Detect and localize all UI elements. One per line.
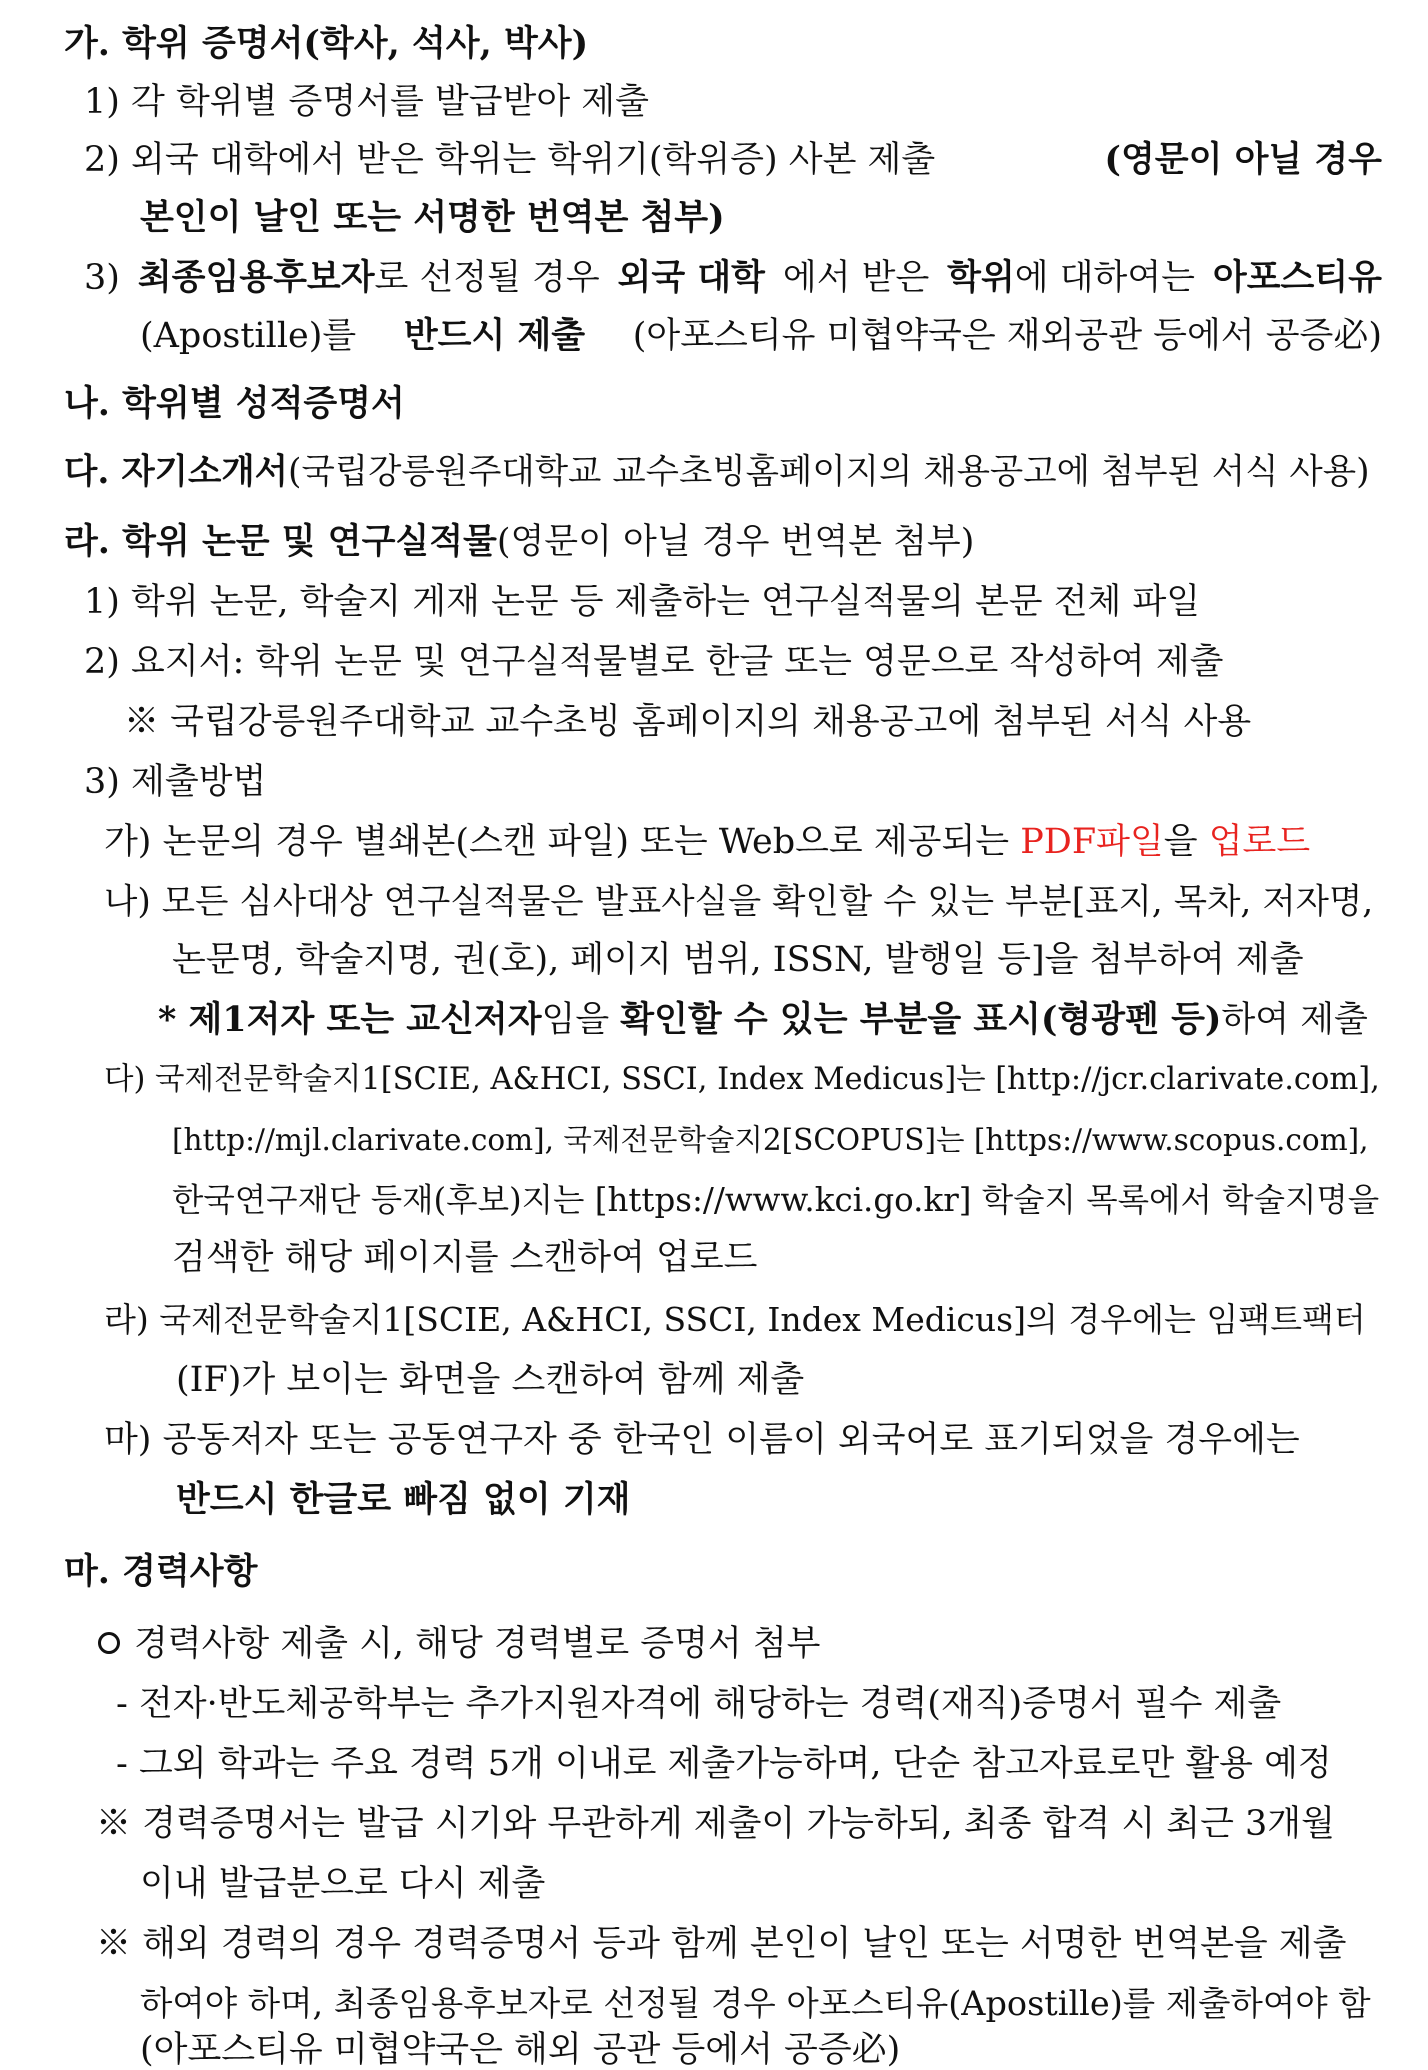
section-ma-heading: 마. 경력사항 — [64, 1551, 258, 1592]
career-note-2-line-3: (아포스티유 미협약국은 해외 공관 등에서 공증必) — [140, 2030, 901, 2070]
item-2-bold: (영문이 아닐 경우 — [1104, 139, 1382, 180]
career-note-1-line-2: 이내 발급분으로 다시 제출 — [140, 1864, 546, 1904]
career-dash-1: - 전자·반도체공학부는 추가지원자격에 해당하는 경력(재직)증명서 필수 제출 — [116, 1684, 1282, 1724]
notarization-text: (아포스티유 미협약국은 재외공관 등에서 공증必) — [632, 316, 1382, 356]
method-ra-line-1: 라) 국제전문학술지1[SCIE, A&HCI, SSCI, Index Medicus]의 경우에는 임팩트팩터 — [104, 1300, 1366, 1339]
section-ra-title: 라. 학위 논문 및 연구실적물 — [64, 521, 497, 562]
method-na-note — [158, 996, 1382, 1044]
career-bullet-text: 경력사항 제출 시, 해당 경력별로 증명서 첨부 — [134, 1624, 821, 1664]
first-author-bold: * 제1저자 또는 교신저자 — [158, 999, 542, 1040]
section-ga-item-1: 1) 각 학위별 증명서를 발급받아 제출 — [84, 82, 649, 122]
career-note-1-line-1: ※ 경력증명서는 발급 시기와 무관하게 제출이 가능하되, 최종 합격 시 최근 3개월 — [96, 1804, 1335, 1844]
item-2-text: 2) 외국 대학에서 받은 학위는 학위기(학위증) 사본 제출 — [84, 140, 936, 180]
method-ra-line-2: (IF)가 보이는 화면을 스캔하여 함께 제출 — [176, 1360, 805, 1400]
career-bullet — [98, 1620, 1382, 1668]
method-ma-line-2: 반드시 한글로 빠짐 없이 기재 — [176, 1479, 631, 1520]
note-text: 임을 — [541, 1000, 610, 1040]
section-ra-item-2: 2) 요지서: 학위 논문 및 연구실적물별로 한글 또는 영문으로 작성하여 제출 — [84, 642, 1224, 682]
method-ga — [104, 818, 1382, 866]
method-na-line-2: 논문명, 학술지명, 권(호), 페이지 범위, ISSN, 발행일 등]을 첨부하여 제출 — [172, 940, 1304, 980]
method-na-line-1: 나) 모든 심사대상 연구실적물은 발표사실을 확인할 수 있는 부분[표지, 목차, 저자명, — [104, 882, 1374, 922]
section-na-heading: 나. 학위별 성적증명서 — [64, 383, 405, 424]
item-3-text: 에서 받은 — [782, 258, 930, 298]
career-note-2-line-1: ※ 해외 경력의 경우 경력증명서 등과 함께 본인이 날인 또는 서명한 번역본을 제출 — [96, 1924, 1347, 1964]
section-da-heading — [64, 448, 1382, 496]
career-note-2-line-2: 하여야 하며, 최종임용후보자로 선정될 경우 아포스티유(Apostille)를 제출하여야 함 — [140, 1984, 1371, 2023]
method-ga-particle: 을 — [1163, 822, 1198, 862]
section-ga-item-3-line-1 — [84, 254, 1382, 302]
section-ra-heading — [64, 518, 1382, 566]
must-submit-bold: 반드시 제출 — [403, 315, 586, 356]
method-da-line-4: 검색한 해당 페이지를 스캔하여 업로드 — [172, 1238, 758, 1278]
method-da-line-3: 한국연구재단 등재(후보)지는 [https://www.kci.go.kr] 학술지 목록에서 학술지명을 — [172, 1181, 1380, 1219]
section-ra-item-1: 1) 학위 논문, 학술지 게재 논문 등 제출하는 연구실적물의 본문 전체 파일 — [84, 582, 1201, 622]
item-3-bold-apostille: 아포스티유 — [1212, 257, 1382, 298]
method-da-line-2: [http://mjl.clarivate.com], 국제전문학술지2[SCOPUS]는 [https://www.scopus.com], — [172, 1123, 1369, 1157]
section-ra-item-3: 3) 제출방법 — [84, 762, 267, 802]
section-ga-item-3-line-2 — [140, 312, 1382, 360]
section-ga-item-2-line-1 — [84, 136, 1382, 184]
upload-highlight: 업로드 — [1208, 822, 1311, 862]
hollow-circle-icon — [98, 1632, 120, 1654]
item-3-text: 에 대하여는 — [1014, 258, 1195, 298]
apostille-text: (Apostille)를 — [140, 316, 357, 356]
method-ma-line-1: 마) 공동저자 또는 공동연구자 중 한국인 이름이 외국어로 표기되었을 경우에는 — [104, 1420, 1300, 1460]
career-dash-2: - 그외 학과는 주요 경력 5개 이내로 제출가능하며, 단순 참고자료로만 활용 예정 — [116, 1744, 1332, 1784]
section-ga-item-2-line-2: 본인이 날인 또는 서명한 번역본 첨부) — [140, 197, 725, 238]
item-3-text: 로 선정될 경우 — [374, 258, 600, 298]
mark-part-bold: 확인할 수 있는 부분을 표시(형광펜 등) — [620, 999, 1222, 1040]
method-ga-text: 가) 논문의 경우 별쇄본(스캔 파일) 또는 Web으로 제공되는 — [104, 822, 1010, 862]
item-3-number: 3) — [84, 258, 120, 298]
method-da-line-1: 다) 국제전문학술지1[SCIE, A&HCI, SSCI, Index Medicus]는 [http://jcr.clarivate.com], — [104, 1062, 1380, 1097]
section-da-note: (국립강릉원주대학교 교수초빙홈페이지의 채용공고에 첨부된 서식 사용) — [287, 452, 1370, 492]
section-ra-note: (영문이 아닐 경우 번역본 첨부) — [496, 522, 975, 562]
section-da-title: 다. 자기소개서 — [64, 452, 288, 492]
item-3-bold-degree: 학위 — [947, 257, 1015, 298]
section-ra-item-2-note: ※ 국립강릉원주대학교 교수초빙 홈페이지의 채용공고에 첨부된 서식 사용 — [124, 702, 1252, 742]
pdf-file-highlight: PDF파일 — [1020, 822, 1164, 862]
item-3-bold-foreign-univ: 외국 대학 — [617, 257, 765, 298]
section-ga-heading: 가. 학위 증명서(학사, 석사, 박사) — [64, 23, 589, 64]
note-text: 하여 제출 — [1221, 1000, 1368, 1040]
item-3-bold-candidate: 최종임용후보자 — [137, 257, 375, 298]
